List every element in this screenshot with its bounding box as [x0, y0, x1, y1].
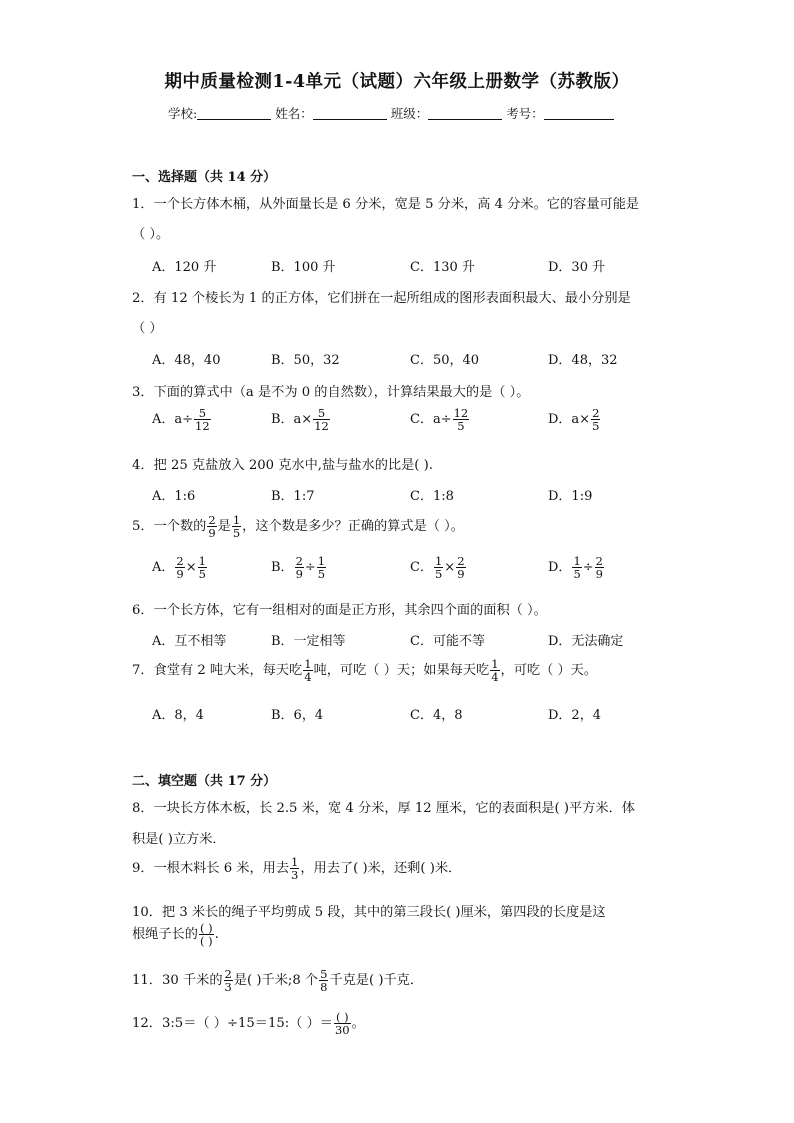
- q2-option-b[interactable]: B．50，32: [271, 353, 340, 368]
- fraction: $\frac{2}{9}$: [457, 554, 465, 582]
- q5-option-a[interactable]: A． $\frac{2}{9}$ × $\frac{1}{5}$: [152, 554, 206, 582]
- q3-option-b-label: B．a×: [271, 412, 313, 428]
- question-1-blank: （ ）。: [132, 227, 170, 242]
- question-8-text: 8．一块长方体木板，长 2.5 米，宽 4 分米，厚 12 厘米，它的表面积是( )平方米．体: [132, 801, 635, 816]
- question-1-text: 1．一个长方体木桶，从外面量长是 6 分米，宽是 5 分米，高 4 分米。它的容量可能是: [132, 197, 640, 212]
- question-5-text: 5．一个数的 $\frac{2}{9}$ 是 $\frac{1}{5}$ ，这个数是多少？正确的算式是（ ）。: [132, 513, 464, 541]
- fraction: $\frac{2}{9}$: [295, 554, 303, 582]
- fraction: $\frac{5}{12}$: [195, 406, 210, 434]
- q1-option-d[interactable]: D．30 升: [548, 260, 606, 275]
- fraction: $\frac{1}{3}$: [291, 855, 299, 883]
- class-field[interactable]: [428, 106, 502, 120]
- student-info-line: [168, 104, 614, 122]
- section-heading-fill: 二、填空题（共 17 分）: [132, 774, 277, 789]
- q6-option-d[interactable]: D．无法确定: [548, 634, 624, 649]
- q4-option-a[interactable]: A．1:6: [152, 489, 196, 504]
- school-label: 学校:: [168, 106, 198, 121]
- fraction: $\frac{2}{5}$: [592, 406, 600, 434]
- name-label: 姓名：: [275, 106, 313, 121]
- q3-option-d-label: D．a×: [548, 412, 591, 428]
- q7-option-d[interactable]: D．2，4: [548, 708, 601, 723]
- question-11-text: 11．30 千米的 $\frac{2}{3}$ 是( )千米;8 个 $\frac{5}{8}$ 千克是( )千克．: [132, 967, 424, 995]
- question-8-text-cont: 积是( )立方米．: [132, 832, 226, 847]
- fraction: $\frac{1}{5}$: [434, 554, 443, 582]
- q5-option-c[interactable]: C． $\frac{1}{5}$ × $\frac{2}{9}$: [410, 554, 465, 582]
- q7-option-a[interactable]: A．8，4: [152, 708, 204, 723]
- q7-option-c[interactable]: C．4，8: [410, 708, 463, 723]
- question-10-text: 10．把 3 米长的绳子平均剪成 5 段，其中的第三段长( )厘米，第四段的长度是这: [132, 905, 606, 920]
- class-label: 班级：: [390, 106, 429, 121]
- q3-option-c[interactable]: [410, 407, 470, 432]
- fraction: $\frac{12}{5}$: [453, 406, 469, 434]
- fraction: $\frac{2}{9}$: [176, 554, 184, 582]
- page-title: 期中质量检测1-4单元（试题）六年级上册数学（苏教版）: [164, 72, 630, 92]
- q2-option-a[interactable]: A．48，40: [152, 353, 221, 368]
- q3-option-a[interactable]: [152, 407, 212, 432]
- q1-option-a[interactable]: A．120 升: [152, 260, 217, 275]
- q5-option-d[interactable]: D． $\frac{1}{5}$ ÷ $\frac{2}{9}$: [548, 554, 603, 582]
- question-9-text: 9．一根木料长 6 米，用去 $\frac{1}{3}$ ，用去了( )米，还剩( )米．: [132, 855, 462, 883]
- q4-option-d[interactable]: D．1:9: [548, 489, 593, 504]
- q2-option-c[interactable]: C．50，40: [410, 353, 480, 368]
- fraction: $\frac{5}{8}$: [320, 967, 328, 995]
- question-2-blank: （ ）: [132, 321, 163, 336]
- q2-option-d[interactable]: D．48，32: [548, 353, 618, 368]
- fraction: $\frac{1}{5}$: [317, 554, 326, 582]
- q6-option-a[interactable]: A．互不相等: [152, 634, 227, 649]
- question-12-text: 12．3:5＝（ ）÷15＝15:（ ）＝ $\frac{( )}{30}$ 。: [132, 1010, 365, 1038]
- number-label: 考号：: [506, 106, 544, 121]
- q1-option-b[interactable]: B．100 升: [271, 260, 336, 275]
- q3-option-a-label: A．a÷: [152, 412, 194, 428]
- q3-option-d[interactable]: [548, 407, 601, 432]
- question-4-text: 4．把 25 克盐放入 200 克水中,盐与盐水的比是( ).: [132, 458, 433, 473]
- q4-option-c[interactable]: C．1:8: [410, 489, 454, 504]
- fraction: $\frac{1}{5}$: [573, 554, 581, 582]
- fraction: $\frac{1}{5}$: [198, 554, 206, 582]
- section-heading-choice: 一、选择题（共 14 分）: [132, 170, 277, 185]
- question-7-text: 7．食堂有 2 吨大米，每天吃 $\frac{1}{4}$ 吨，可吃（ ）天；如果每天吃 $\frac{1}{4}$ ，可吃（ ）天。: [132, 657, 598, 685]
- question-3-text: 3．下面的算式中（a 是不为 0 的自然数），计算结果最大的是（ ）。: [132, 385, 530, 400]
- q7-option-b[interactable]: B．6，4: [271, 708, 324, 723]
- q4-option-b[interactable]: B．1:7: [271, 489, 315, 504]
- number-field[interactable]: [544, 106, 614, 120]
- question-2-text: 2．有 12 个棱长为 1 的正方体，它们拼在一起所组成的图形表面积最大、最小分别是: [132, 291, 631, 306]
- fraction: $\frac{1}{5}$: [232, 513, 241, 541]
- fraction-blank[interactable]: $\frac{( )}{30}$: [334, 1010, 350, 1038]
- fraction: $\frac{1}{4}$: [491, 657, 499, 685]
- fraction: $\frac{1}{4}$: [304, 657, 312, 685]
- q1-option-c[interactable]: C．130 升: [410, 260, 475, 275]
- fraction-blank[interactable]: $\frac{( )}{( )}$: [199, 921, 213, 949]
- fraction: $\frac{2}{9}$: [595, 554, 603, 582]
- q5-option-b[interactable]: B． $\frac{2}{9}$ ÷ $\frac{1}{5}$: [271, 554, 326, 582]
- name-field[interactable]: [313, 106, 387, 120]
- q3-option-c-label: C．a÷: [410, 412, 452, 428]
- fraction: $\frac{2}{9}$: [208, 513, 216, 541]
- question-10-text-cont: 根绳子长的 $\frac{( )}{( )}$ .: [132, 921, 219, 949]
- question-6-text: 6．一个长方体，它有一组相对的面是正方形，其余四个面的面积（ ）。: [132, 603, 547, 618]
- fraction: $\frac{2}{3}$: [224, 967, 232, 995]
- q6-option-c[interactable]: C．可能不等: [410, 634, 485, 649]
- q3-option-b[interactable]: [271, 407, 331, 432]
- q6-option-b[interactable]: B．一定相等: [271, 634, 346, 649]
- school-field[interactable]: [197, 106, 271, 120]
- fraction: $\frac{5}{12}$: [314, 406, 329, 434]
